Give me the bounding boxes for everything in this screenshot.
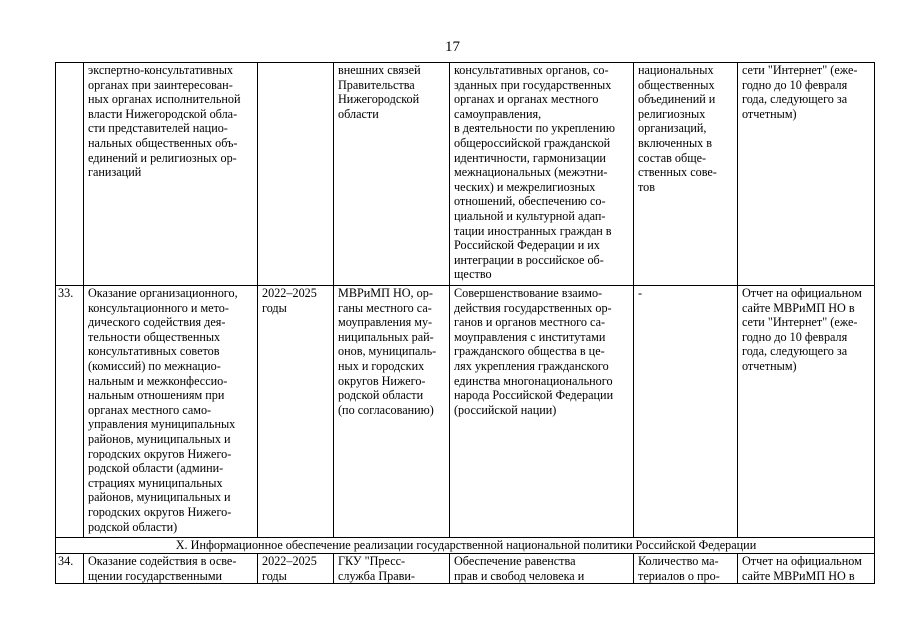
measure-name-cell: экспертно-консультативных органах при заинтересован- ных органах исполнительной власти Нижегородской обла- сти представителей нацио- нальных общественных объ- единений и религиозных ор- ганизаций <box>84 63 258 286</box>
measure-name-cell: Оказание организационного, консультационного и мето- дического содействия дея- тельности общественных консультативных советов (комиссий) по межнацио- нальным и межконфессио- нальным отношениям при органах местного само- управления муниципальных районов, муниципальных и городских округов Нижего- родской области (админи- страциях муниципальных районов, муниципальных и городских округов Нижего- родской области) <box>84 286 258 538</box>
period-cell: 2022–2025 годы <box>258 554 334 584</box>
report-form-cell: Отчет на официальном сайте МВРиМП НО в <box>738 554 875 584</box>
executor-cell: МВРиМП НО, ор- ганы местного са- моуправления му- ниципальных рай- онов, муниципаль- ных и городских округов Нижего- родской области (по согласованию) <box>334 286 450 538</box>
page-number: 17 <box>445 39 460 55</box>
row-number: 34. <box>56 554 84 584</box>
indicator-cell: Количество ма- териалов о про- <box>634 554 738 584</box>
measures-table <box>55 62 875 584</box>
row-number <box>56 63 84 286</box>
period-cell <box>258 63 334 286</box>
indicator-cell: - <box>634 286 738 538</box>
measure-name-cell: Оказание содействия в осве- щении государственными <box>84 554 258 584</box>
table-row-33 <box>56 286 875 538</box>
section-heading-row <box>56 538 875 554</box>
section-heading: X. Информационное обеспечение реализации государственной национальной политики Российской Федерации <box>56 538 875 554</box>
row-number: 33. <box>56 286 84 538</box>
table-row-continued <box>56 63 875 286</box>
expected-result-cell: консультативных органов, со- зданных при государственных органах и органах местного самоуправления, в деятельности по укреплению общероссийской гражданской идентичности, гармонизации межнациональных (межэтни- ческих) и межрелигиозных отношений, обеспечению со- циальной и культурной адап- тации иностранных граждан в Российской Федерации и их интеграции в российское об- щество <box>450 63 634 286</box>
executor-cell: внешних связей Правительства Нижегородской области <box>334 63 450 286</box>
table-row-34 <box>56 554 875 584</box>
executor-cell: ГКУ "Пресс- служба Прави- <box>334 554 450 584</box>
report-form-cell: сети "Интернет" (еже- годно до 10 февраля года, следующего за отчетным) <box>738 63 875 286</box>
report-form-cell: Отчет на официальном сайте МВРиМП НО в сети "Интернет" (еже- годно до 10 февраля года, следующего за отчетным) <box>738 286 875 538</box>
expected-result-cell: Обеспечение равенства прав и свобод человека и <box>450 554 634 584</box>
expected-result-cell: Совершенствование взаимо- действия государственных ор- ганов и органов местного са- моуправления с институтами гражданского общества в це- лях укрепления гражданского единства многонационального народа Российской Федерации (российской нации) <box>450 286 634 538</box>
indicator-cell: национальных общественных объединений и религиозных организаций, включенных в состав обще- ственных сове- тов <box>634 63 738 286</box>
period-cell: 2022–2025 годы <box>258 286 334 538</box>
